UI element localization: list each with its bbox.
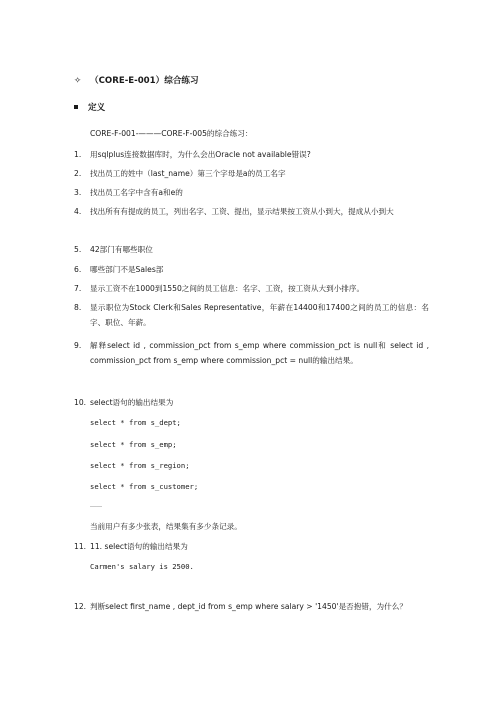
item-text: 显示工资不在1000到1550之间的员工信息：名字、工资，按工资从大到小排序。: [90, 284, 365, 293]
item-text: 11. select语句的输出结果为: [90, 542, 188, 551]
code-line: select * from s_emp;: [90, 440, 177, 449]
item-number: 2.: [74, 169, 82, 178]
diamond-bullet-icon: ✧: [74, 76, 82, 86]
square-bullet-icon: [74, 105, 78, 109]
item-text: 解释select id , commission_pct from s_emp where commission_pct is null和 select id , commission_pct from s_emp where commission_pct = null的输出结果。: [90, 341, 429, 365]
item-number: 6.: [74, 265, 82, 274]
item-text: 找出员工名字中含有a和e的: [90, 188, 183, 197]
item-text: 42部门有哪些职位: [90, 245, 153, 254]
intro-text: CORE-F-001-———CORE-F-005的综合练习：: [90, 129, 253, 138]
item-number: 1.: [74, 150, 82, 159]
item-text: 判断select first_name , dept_id from s_emp where salary > '1450'是否抱错，为什么？: [90, 602, 407, 611]
item-number: 7.: [74, 284, 82, 293]
exercise-title: （CORE-E-001）综合练习: [90, 76, 199, 86]
ellipsis: ……: [90, 502, 102, 509]
item-number: 8.: [74, 303, 82, 312]
list-item: [74, 300, 429, 330]
list-item: [74, 281, 429, 296]
item-text: 显示职位为Stock Clerk和Sales Representative，年薪在14400和17400之间的员工的信息：名字、职位、年薪。: [90, 303, 429, 327]
item-number: 5.: [74, 245, 82, 254]
item-number: 4.: [74, 207, 82, 216]
list-item: [74, 166, 429, 181]
item-number: 3.: [74, 188, 82, 197]
list-item: [74, 539, 429, 554]
item-text: select语句的输出结果为: [90, 398, 174, 407]
section-heading: [74, 101, 105, 113]
list-item: [74, 204, 429, 219]
item-text: 哪些部门不是Sales部: [90, 265, 164, 274]
section-title: 定义: [88, 103, 106, 113]
list-item: [74, 262, 429, 277]
item-text: 用sqlplus连接数据库时，为什么会出Oracle not available错误?: [90, 150, 311, 159]
item-number: 12.: [74, 602, 87, 611]
item-number: 11.: [74, 542, 87, 551]
item-text: 找出所有有提成的员工，列出名字、工资、提出，显示结果按工资从小到大，提成从小到大: [90, 207, 394, 216]
item-text: 找出员工的姓中（last_name）第三个字母是a的员工名字: [90, 169, 286, 178]
item-number: 9.: [74, 341, 82, 350]
code-line: Carmen's salary is 2500.: [90, 562, 194, 571]
note-text: 当前用户有多少张表，结果集有多少条记录。: [90, 522, 242, 531]
code-line: select * from s_region;: [90, 461, 190, 470]
code-line: select * from s_dept;: [90, 418, 181, 427]
list-item: [74, 395, 429, 410]
item-number: 10.: [74, 398, 87, 407]
exercise-heading: [74, 74, 199, 86]
list-item: [74, 147, 429, 162]
list-item: [74, 242, 429, 257]
list-item: [74, 185, 429, 200]
code-line: select * from s_customer;: [90, 482, 199, 491]
list-item: [74, 599, 429, 614]
list-item: [74, 338, 429, 368]
